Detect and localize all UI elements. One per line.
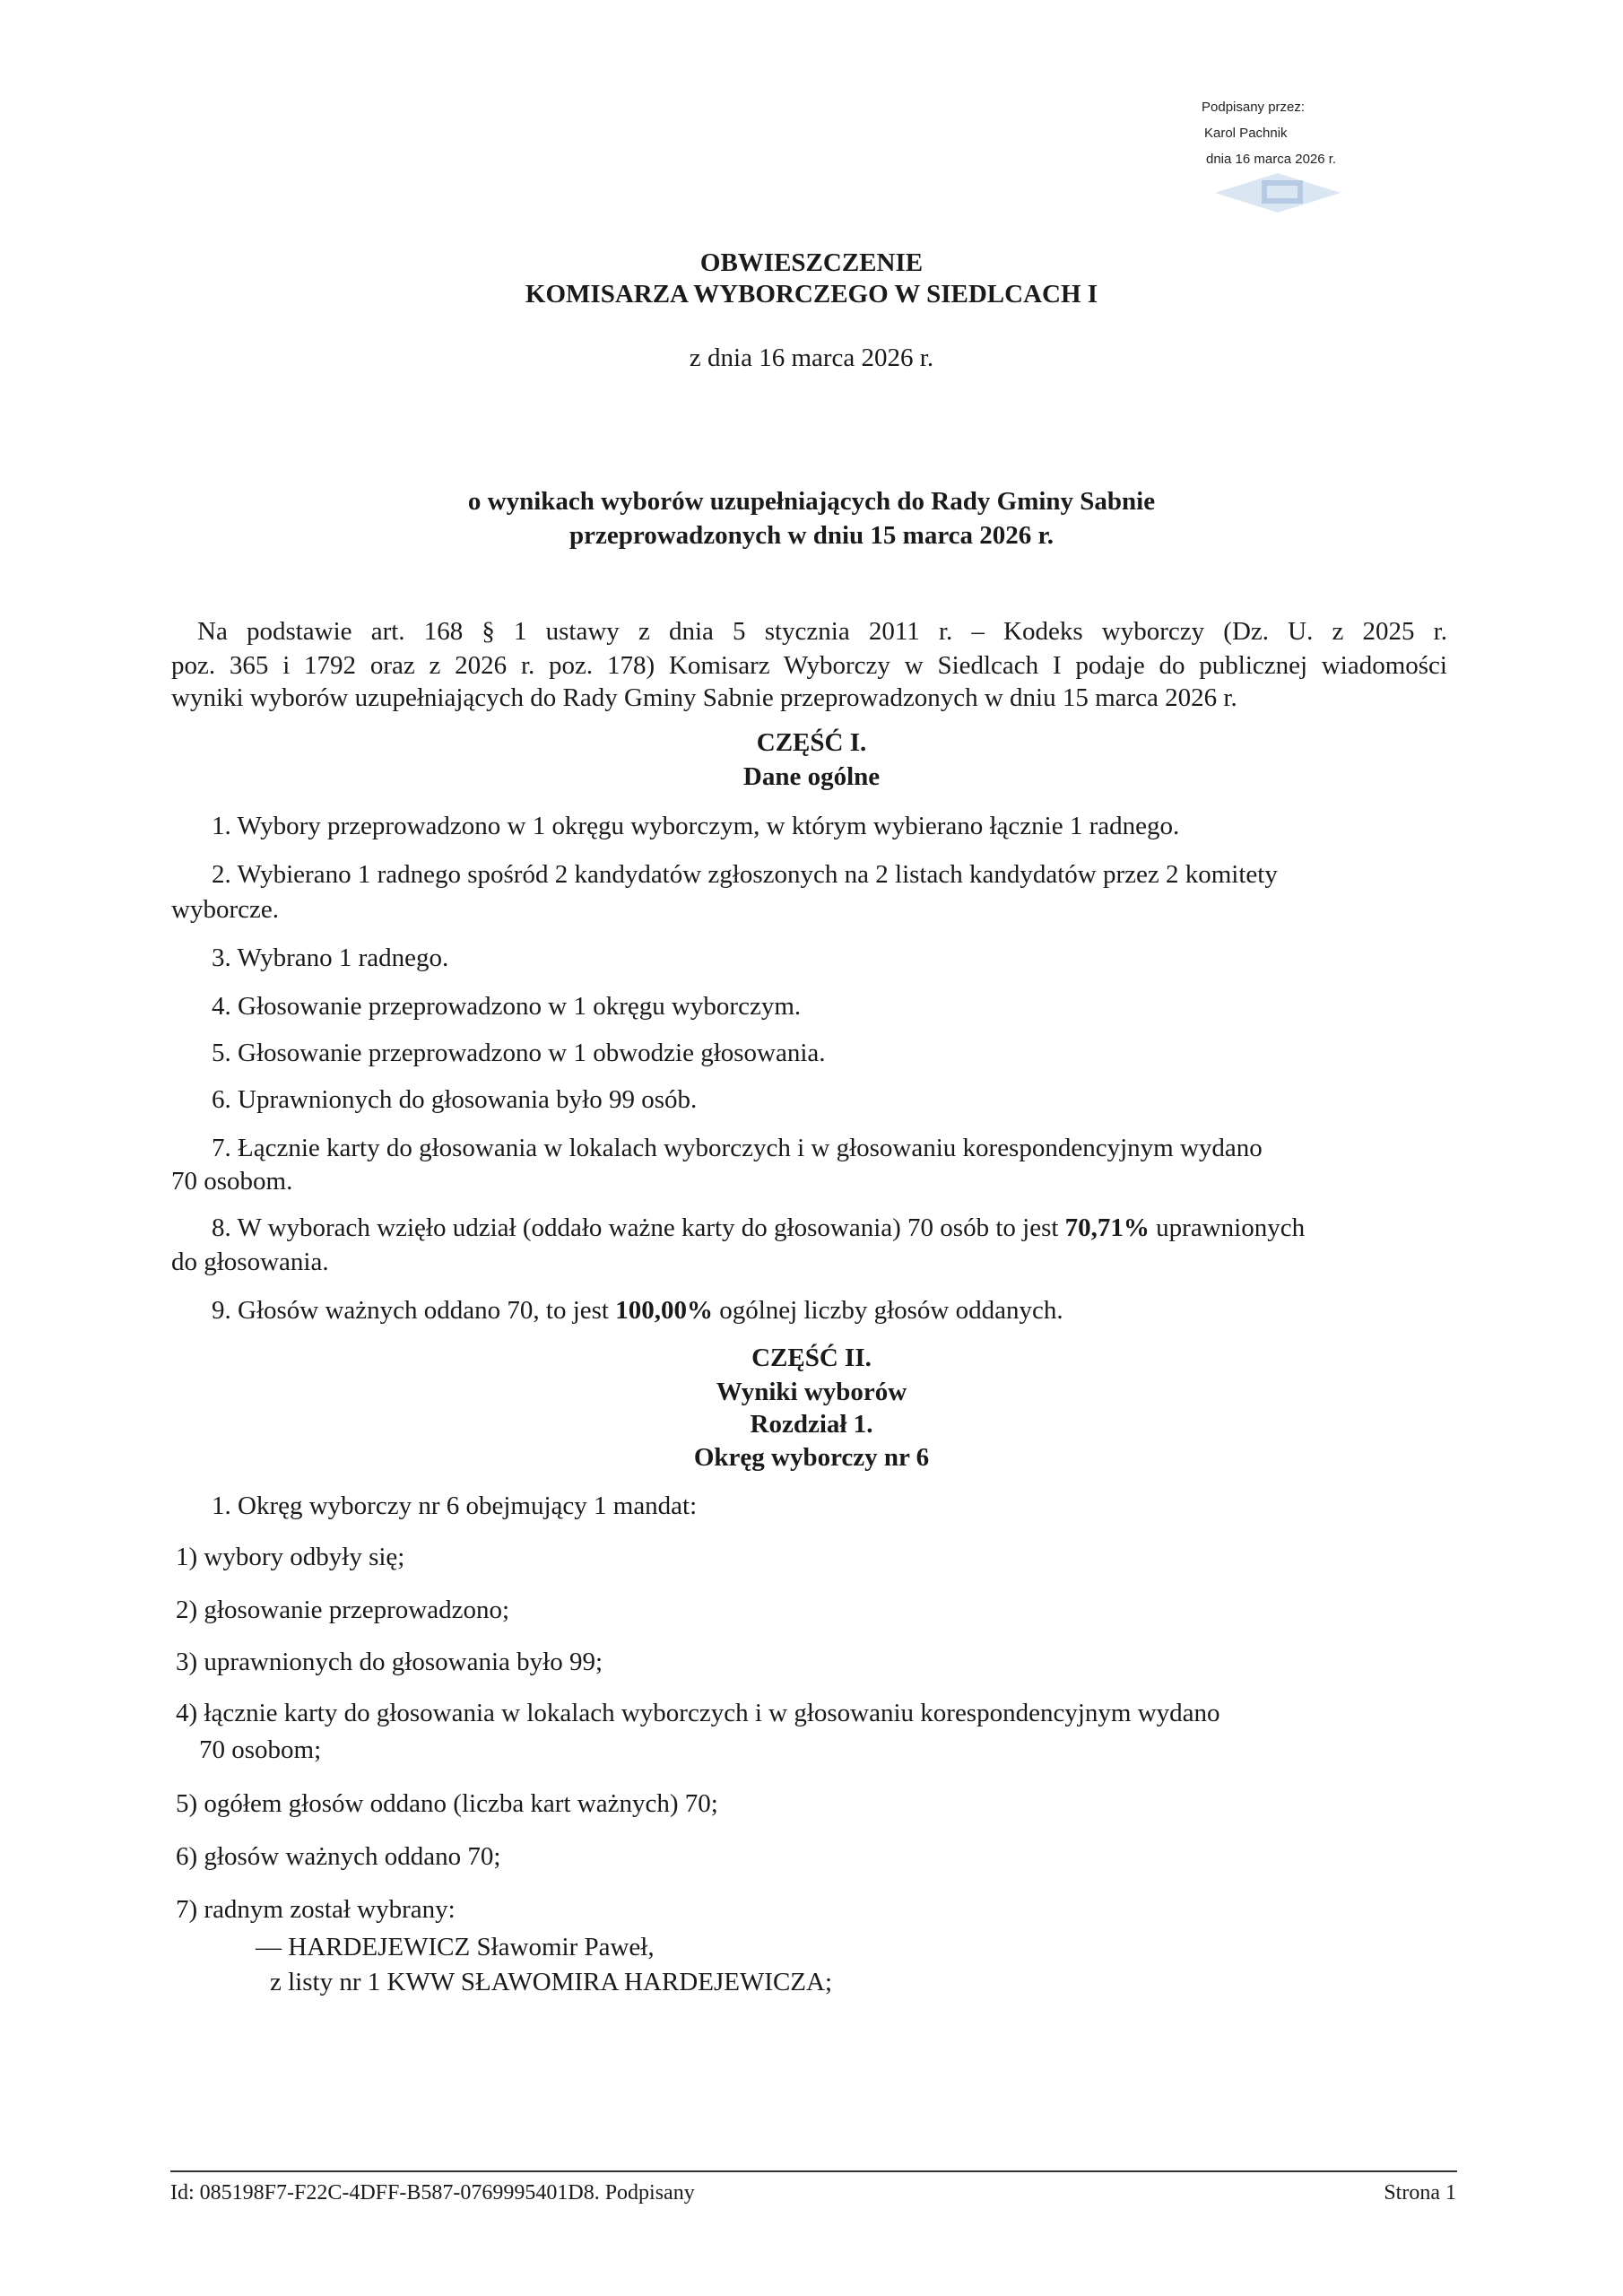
item8-text: 8. W wyborach wzięło udział (oddało ważne karty do głosowania) 70 osób to jest <box>212 1213 1065 1242</box>
doc-date: z dnia 16 marca 2026 r. <box>689 344 934 372</box>
intro-line: poz. 365 i 1792 oraz z 2026 r. poz. 178) Komisarz Wyborczy w Siedlcach I podaje do publicznej wiadomości <box>171 651 1447 680</box>
item9-text: 9. Głosów ważnych oddano 70, to jest <box>212 1296 616 1325</box>
part1-item-8 <box>212 1213 1305 1243</box>
doc-subject-2: przeprowadzonych w dniu 15 marca 2026 r. <box>568 521 1054 550</box>
intro-line: Na podstawie art. 168 § 1 ustawy z dnia 5 stycznia 2011 r. – Kodeks wyborczy (Dz. U. z 2025 r. <box>197 617 1447 646</box>
district-item: 1) wybory odbyły się; <box>176 1543 405 1571</box>
part1-item: 6. Uprawnionych do głosowania było 99 osób. <box>212 1085 698 1114</box>
part1-item: 1. Wybory przeprowadzono w 1 okręgu wyborczym, w którym wybierano łącznie 1 radnego. <box>212 812 1180 840</box>
part1-subtitle: Dane ogólne <box>742 762 881 791</box>
part1-item: do głosowania. <box>171 1248 329 1276</box>
valid-votes-percent: 100,00% <box>615 1296 713 1325</box>
part1-item: 70 osobom. <box>171 1167 293 1196</box>
district-title: Okręg wyborczy nr 6 <box>693 1443 930 1472</box>
part1-item-9 <box>212 1295 1063 1326</box>
chapter-title: Rozdział 1. <box>750 1410 873 1439</box>
signature-stamp <box>1202 94 1336 172</box>
elected-councillor: — HARDEJEWICZ Sławomir Paweł, <box>256 1933 655 1961</box>
footer-divider <box>170 2170 1457 2172</box>
part1-item: 3. Wybrano 1 radnego. <box>212 944 449 972</box>
doc-title: OBWIESZCZENIE <box>699 248 924 277</box>
district-item: 7) radnym został wybrany: <box>176 1895 456 1924</box>
turnout-percent: 70,71% <box>1064 1213 1150 1242</box>
document-id: Id: 085198F7-F22C-4DFF-B587-0769995401D8. Podpisany <box>170 2181 695 2205</box>
part1-title: CZĘŚĆ I. <box>756 728 867 757</box>
district-item: 4) łącznie karty do głosowania w lokalach wyborczych i w głosowaniu korespondencyjnym wydano <box>176 1699 1220 1727</box>
page-number: Strona 1 <box>1384 2181 1456 2205</box>
item9-text: ogólnej liczby głosów oddanych. <box>713 1296 1063 1325</box>
part1-item: 2. Wybierano 1 radnego spośród 2 kandydatów zgłoszonych na 2 listach kandydatów przez 2 komitety <box>212 860 1278 889</box>
elected-list: z listy nr 1 KWW SŁAWOMIRA HARDEJEWICZA; <box>270 1968 833 1996</box>
part2-title: CZĘŚĆ II. <box>751 1344 872 1372</box>
district-item: 5) ogółem głosów oddano (liczba kart ważnych) 70; <box>176 1789 718 1818</box>
district-item: 3) uprawnionych do głosowania było 99; <box>176 1648 603 1676</box>
district-item: 6) głosów ważnych oddano 70; <box>176 1842 501 1871</box>
signer-name: Karol Pachnik <box>1204 126 1288 141</box>
part1-item: 7. Łącznie karty do głosowania w lokalach wyborczych i w głosowaniu korespondencyjnym wydano <box>212 1134 1263 1162</box>
district-item: 70 osobom; <box>199 1735 322 1764</box>
signed-by-label: Podpisany przez: <box>1202 100 1306 115</box>
part1-item: 4. Głosowanie przeprowadzono w 1 okręgu wyborczym. <box>212 992 802 1021</box>
district-lead: 1. Okręg wyborczy nr 6 obejmujący 1 mandat: <box>212 1492 698 1520</box>
part1-item: 5. Głosowanie przeprowadzono w 1 obwodzie głosowania. <box>212 1039 826 1067</box>
intro-line: wyniki wyborów uzupełniających do Rady Gminy Sabnie przeprowadzonych w dniu 15 marca 2026 r. <box>171 683 1237 712</box>
doc-subject-1: o wynikach wyborów uzupełniających do Rady Gminy Sabnie <box>467 487 1156 516</box>
signature-seal-icon <box>1211 170 1345 215</box>
item8-text: uprawnionych <box>1149 1213 1306 1242</box>
part1-item: wyborcze. <box>171 895 279 924</box>
signature-date: dnia 16 marca 2026 r. <box>1206 152 1337 167</box>
part2-subtitle: Wyniki wyborów <box>716 1378 907 1406</box>
district-item: 2) głosowanie przeprowadzono; <box>176 1596 510 1624</box>
doc-authority: KOMISARZA WYBORCZEGO W SIEDLCACH I <box>525 280 1098 309</box>
